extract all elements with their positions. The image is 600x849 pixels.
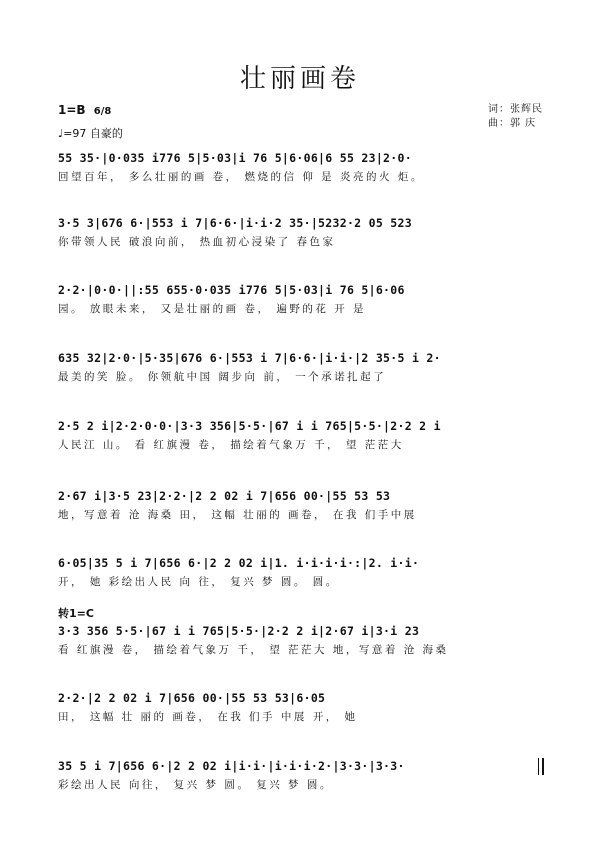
key-label: 1=B bbox=[58, 103, 86, 117]
time-signature: 6/8 bbox=[93, 106, 112, 117]
score-system-2 bbox=[58, 215, 544, 249]
notation-line: 2·67 i|3·5 23|2·2·|2 2 02 i 7|656 00·|55 53 53 bbox=[58, 489, 391, 503]
score-system-4 bbox=[58, 350, 544, 384]
lyrics-line: 地，写意着 沧 海桑 田， 这幅 壮丽的 画卷， 在我 们手中展 bbox=[58, 509, 417, 521]
lyrics-line: 最美的笑 脸。 你领航中国 阔步向 前， 一个承诺扎起了 bbox=[58, 371, 387, 383]
lyrics-line: 彩绘出人民 向往， 复兴 梦 圆。 复兴 梦 圆。 bbox=[58, 779, 333, 791]
notation-line: 2·5 2 i|2·2·0·0·|3·3 356|5·5·|67 i i 765|5·5·|2·2 2 i bbox=[58, 419, 441, 433]
notation-line: 3·3 356 5·5·|67 i i 765|5·5·|2·2 2 i|2·67 i|3·i 23 bbox=[58, 624, 420, 638]
notation-line: 635 32|2·0·|5·35|676 6·|553 i 7|6·6·|i·i·|2 35·5 i 2· bbox=[58, 351, 441, 365]
score-system-3 bbox=[58, 282, 544, 316]
notation-line: 3·5 3|676 6·|553 i 7|6·6·|i·i·2 35·|5232·2 05 523 bbox=[58, 216, 412, 230]
lyrics-line: 田， 这幅 壮 丽的 画卷， 在我 们手 中展 开， 她 bbox=[58, 711, 358, 723]
lyrics-line: 看 红旗漫 卷， 描绘着气象万 千， 望 茫茫大 地，写意着 沧 海桑 bbox=[58, 644, 449, 656]
key-signature bbox=[58, 103, 111, 117]
notation-line: 55 35·|0·035 i776 5|5·03|i 76 5|6·06|6 55 23|2·0· bbox=[58, 151, 412, 165]
lyricist-credit: 词：张辉民 bbox=[488, 104, 543, 115]
score-system-9 bbox=[58, 690, 544, 724]
notation-line: 2·2·|0·0·||:55 655·0·035 i776 5|5·03|i 76 5|6·06 bbox=[58, 283, 405, 297]
song-title: 壮丽画卷 bbox=[239, 64, 360, 94]
lyrics-line: 你带领人民 破浪向前， 热血初心浸染了 春色家 bbox=[58, 236, 336, 248]
final-barline bbox=[538, 758, 544, 775]
score-system-1 bbox=[58, 150, 544, 184]
score-system-5 bbox=[58, 418, 544, 452]
lyrics-line: 园。 放眼未来， 又是壮丽的画 卷， 遍野的花 开 是 bbox=[58, 303, 367, 315]
notation-line: 2·2·|2 2 02 i 7|656 00·|55 53 53|6·05 bbox=[58, 691, 326, 705]
score-system-8 bbox=[58, 623, 544, 657]
score-system-6 bbox=[58, 488, 544, 522]
lyrics-line: 开， 她 彩绘出人民 向 往， 复兴 梦 圆。 圆。 bbox=[58, 576, 339, 588]
key-change-marking: 转1=C bbox=[58, 607, 94, 620]
notation-line: 6·05|35 5 i 7|656 6·|2 2 02 i|1. i·i·i·i·:|2. i·i· bbox=[58, 556, 420, 570]
tempo-marking: ♩=97 自豪的 bbox=[58, 127, 123, 140]
composer-credit: 曲：郭 庆 bbox=[488, 118, 537, 129]
lyrics-line: 人民江 山。 看 红旗漫 卷， 描绘着气象万 千， 望 茫茫大 bbox=[58, 439, 404, 451]
notation-line: 35 5 i 7|656 6·|2 2 02 i|i·i·|i·i·i·2·|3·3·|3·3· bbox=[58, 759, 405, 773]
score-system-7 bbox=[58, 555, 544, 589]
lyrics-line: 回望百年， 多么壮丽的画 卷， 燃烧的信 仰 是 炎亮的火 炬。 bbox=[58, 171, 424, 183]
score-system-10 bbox=[58, 758, 544, 792]
